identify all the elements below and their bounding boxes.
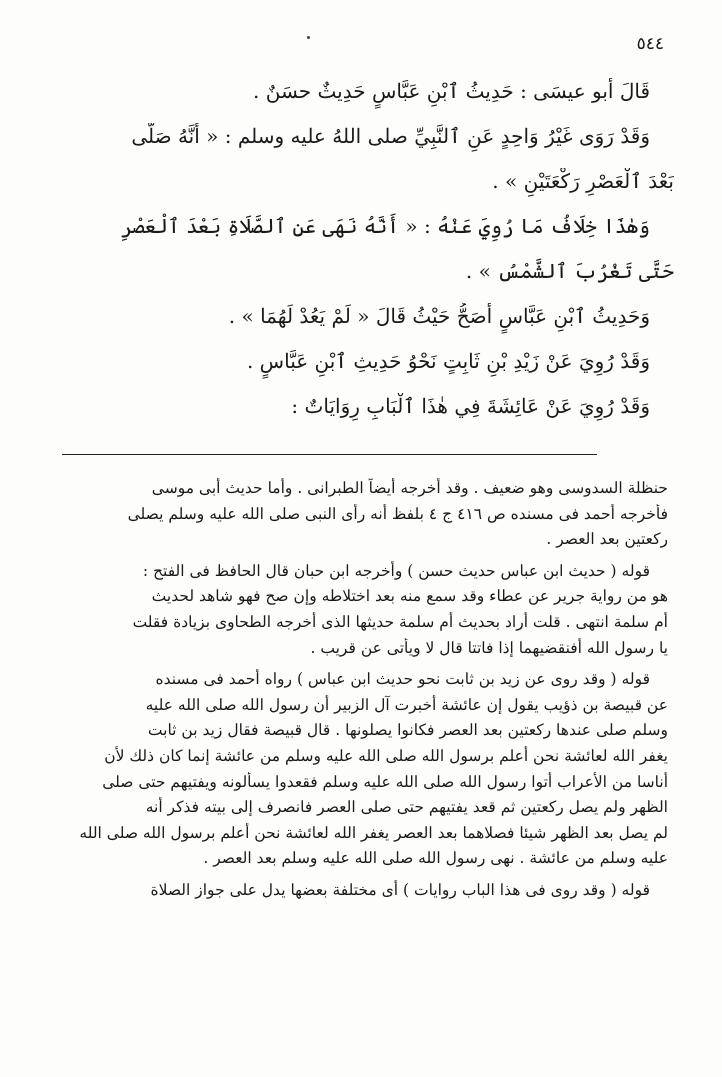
footnote <box>72 669 668 874</box>
footnote-line: هو من رواية جرير عن عطاء وقد سمع منه بعد اختلاطه وإن صح فهو شاهد لحديث <box>151 587 668 606</box>
page-number: ٥٤٤ <box>636 34 664 54</box>
page-speck <box>307 36 310 39</box>
main-text-line: وَقَدْ رُوِيَ عَنْ عَائِشَةَ فِي هٰذَا ٱلْبَابِ رِوَايَاتٌ : <box>291 394 650 418</box>
footnote <box>72 880 668 906</box>
footnote-line: عن قبيصة بن ذؤيب يقول إن عائشة أخبرت آل الزبير أن رسول الله صلى الله عليه <box>145 695 668 714</box>
footnote-line: يغفر الله لعائشة نحن أعلم برسول الله صلى الله عليه وسلم من عائشة إنما كان ذلك لأن <box>104 746 668 765</box>
main-text-line: بَعْدَ ٱلْعَصْرِ رَكْعَتَيْنِ » . <box>492 169 674 193</box>
footnote-line: أم سلمة انتهى . قلت أراد بحديث أم سلمة حديثها الذى أخرجه الطحاوى بزيادة فقلت <box>132 612 668 631</box>
footnote <box>72 478 668 555</box>
footnote-line: وسلم صلى عندها ركعتين بعد العصر فكانوا يصلونها . قال قبيصة فقال زيد بن ثابت <box>147 721 668 740</box>
footnote-line: ركعتين بعد العصر . <box>546 530 668 549</box>
footnote-line: أناسا من الأعراب أتوا رسول الله صلى الله عليه وسلم فقعدوا يسألونه ويفتيهم حتى صلى <box>102 772 668 791</box>
main-text-line: حَتَّى تَغْرُبَ ٱلشَّمْسُ » . <box>465 259 674 283</box>
main-text-line: قَالَ أَبو عيسَى : حَدِيثُ ٱبْنِ عَبَّاسٍ حَدِيثٌ حسَنٌ . <box>253 79 650 103</box>
main-text-line: وَقَدْ رُوِيَ عَنْ زَيْدِ بْنِ ثَابِتٍ نَحْوُ حَدِيثِ ٱبْنِ عَبَّاسٍ . <box>246 349 650 373</box>
main-text-line: وَقَدْ رَوَى غَيْرُ وَاحِدٍ عَنِ ٱلنَّبِيِّ صلى اللهُ عليه وسلم : « أَنَّهُ صَلَّى <box>131 124 650 148</box>
footnote-line: حنظلة السدوسى وهو ضعيف . وقد أخرجه أيضاً الطبرانى . وأما حديث أبى موسى <box>151 479 668 497</box>
footnote-line: الظهر ولم يصل ركعتين ثم قعد يفتيهم حتى صلى العصر فانصرف إلى بيته فذكر أنه <box>145 798 668 817</box>
footnote-line: لم يصل بعد الظهر شيئا فصلاهما بعد العصر يغفر الله لعائشة نحن أعلم برسول الله صلى الله <box>79 823 668 842</box>
footnote-line: قوله ( وقد روى فى هذا الباب روايات ) أى مختلفة بعضها يدل على جواز الصلاة <box>150 880 650 899</box>
footnote-line: قوله ( حديث ابن عباس حديث حسن ) وأخرجه ابن حبان قال الحافظ فى الفتح : <box>142 561 650 580</box>
main-text-block <box>72 78 674 438</box>
footnote-divider <box>62 454 597 455</box>
footnotes-block <box>72 478 668 906</box>
main-text-line: وَهٰذَا خِلَافُ مَا رُوِيَ عَنْهُ : « أَنَّهُ نَهَى عَنِ ٱلصَّلَاةِ بَعْدَ ٱلْعَصْرِ <box>121 214 650 238</box>
footnote-line: عليه وسلم من عائشة . نهى رسول الله صلى الله عليه وسلم بعد العصر . <box>203 849 668 868</box>
footnote <box>72 561 668 663</box>
footnote-line: يا رسول الله أفنقضيهما إذا فاتتا قال لا ويأتى عن قريب . <box>310 638 668 657</box>
footnote-line: قوله ( وقد روى عن زيد بن ثابت نحو حديث ابن عباس ) رواه أحمد فى مسنده <box>155 670 650 689</box>
main-text-line: وَحَدِيثُ ٱبْنِ عَبَّاسٍ أَصَحُّ حَيْثُ قَالَ « لَمْ يَعُدْ لَهُمَا » . <box>228 304 650 328</box>
footnote-line: فأخرجه أحمد فى مسنده ص ٤١٦ ج ٤ بلفظ أنه رأى النبى صلى الله عليه وسلم يصلى <box>127 504 668 523</box>
